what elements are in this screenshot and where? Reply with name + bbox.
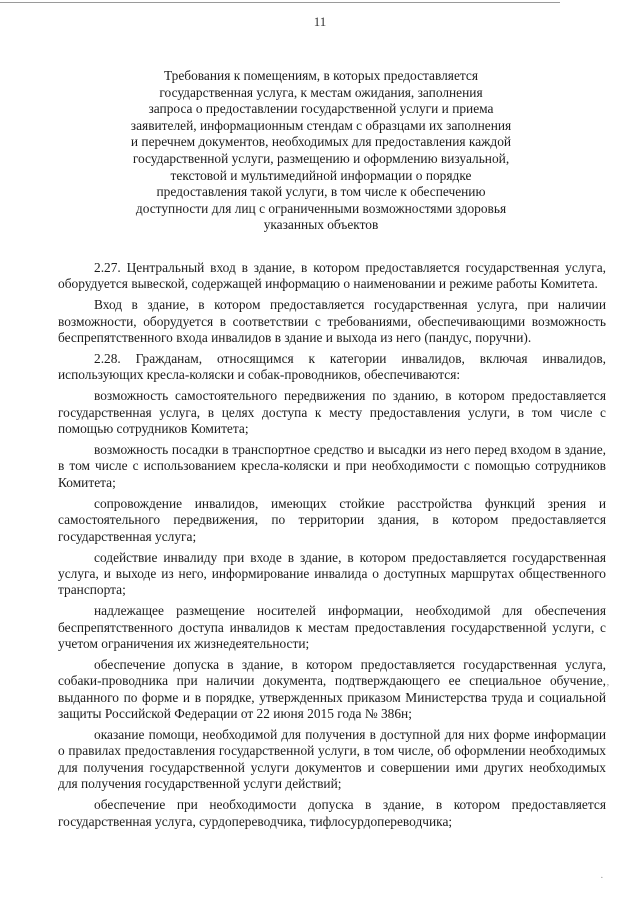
scan-top-rule xyxy=(0,2,560,3)
paragraph-2-27: 2.27. Центральный вход в здание, в котором предоставляется государственная услуга, оборудуется вывеской, содержащей информацию о наименовании и режиме работы Комитета. xyxy=(58,260,606,292)
document-body xyxy=(58,260,606,835)
paragraph-entrance-ramp: Вход в здание, в котором предоставляется государственная услуга, при наличии возможности, оборудуется в соответствии с требованиями, обеспечивающими возможность беспрепятственного входа инвалидов в здание и выхода из него (пандус, поручни). xyxy=(58,297,606,346)
list-item-information-placement: надлежащее размещение носителей информации, необходимой для обеспечения беспрепятственного доступа инвалидов к местам предоставления государственной услуги, с учетом ограничения их жизнедеятельности; xyxy=(58,603,606,652)
section-title-line: государственная услуга, к местам ожидания, заполнения xyxy=(159,84,483,100)
section-title-line: государственной услуги, размещению и оформлению визуальной, xyxy=(132,150,510,166)
scan-speck: ‚ xyxy=(606,676,610,688)
section-title-line: предоставления такой услуги, в том числе к обеспечению xyxy=(156,184,486,200)
list-item-entry-assistance: содействие инвалиду при входе в здание, в котором предоставляется государственная услуга, и выходе из него, информирование инвалида о доступных маршрутах общественного транспорта; xyxy=(58,549,606,598)
section-title-line: указанных объектов xyxy=(263,217,379,233)
list-item-guide-dog-admission: обеспечение допуска в здание, в котором предоставляется государственная услуга, собаки-проводника при наличии документа, подтверждающего ее специальное обучение, выданного по форме и в порядке, утвержденных приказом Министерства труда и социальной защиты Российской Федерации от 22 июня 2015 года № 386н; xyxy=(58,656,606,722)
section-title-line: заявителей, информационным стендам с образцами их заполнения xyxy=(130,117,512,133)
section-title-line: Требования к помещениям, в которых предоставляется xyxy=(163,68,479,83)
section-title-line: доступности для лиц с ограниченными возможностями здоровья xyxy=(135,200,507,216)
section-title xyxy=(80,68,562,234)
list-item-information-assistance: оказание помощи, необходимой для получения в доступной для них форме информации о правилах предоставления государственной услуги, в том числе, об оформлении необходимых для получения государственной услуги документов и совершении ими других необходимых для получения государственной услуги действий; xyxy=(58,727,606,792)
scan-speck: · xyxy=(600,872,604,884)
list-item-escort: сопровождение инвалидов, имеющих стойкие расстройства функций зрения и самостоятельного передвижения, по территории здания, в котором предоставляется государственная услуга; xyxy=(58,495,606,544)
section-title-line: и перечнем документов, необходимых для предоставления каждой xyxy=(130,134,512,150)
paragraph-2-28: 2.28. Гражданам, относящимся к категории инвалидов, включая инвалидов, использующих кресла-коляски и собак-проводников, обеспечиваются: xyxy=(58,351,606,383)
section-title-line: текстовой и мультимедийной информации о порядке xyxy=(170,167,472,183)
list-item-independent-movement: возможность самостоятельного передвижения по зданию, в котором предоставляется государственная услуга, в целях доступа к месту предоставления услуги, в том числе с помощью сотрудников Комитета; xyxy=(58,388,606,437)
section-title-line: запроса о предоставлении государственной услуги и приема xyxy=(148,101,494,117)
list-item-sign-interpreter: обеспечение при необходимости допуска в здание, в котором предоставляется государственная услуга, сурдопереводчика, тифлосурдопереводчика; xyxy=(58,797,606,829)
list-item-vehicle-boarding: возможность посадки в транспортное средство и высадки из него перед входом в здание, в том числе с использованием кресла-коляски и при необходимости с помощью сотрудников Комитета; xyxy=(58,442,606,490)
page-number: 11 xyxy=(313,14,327,29)
